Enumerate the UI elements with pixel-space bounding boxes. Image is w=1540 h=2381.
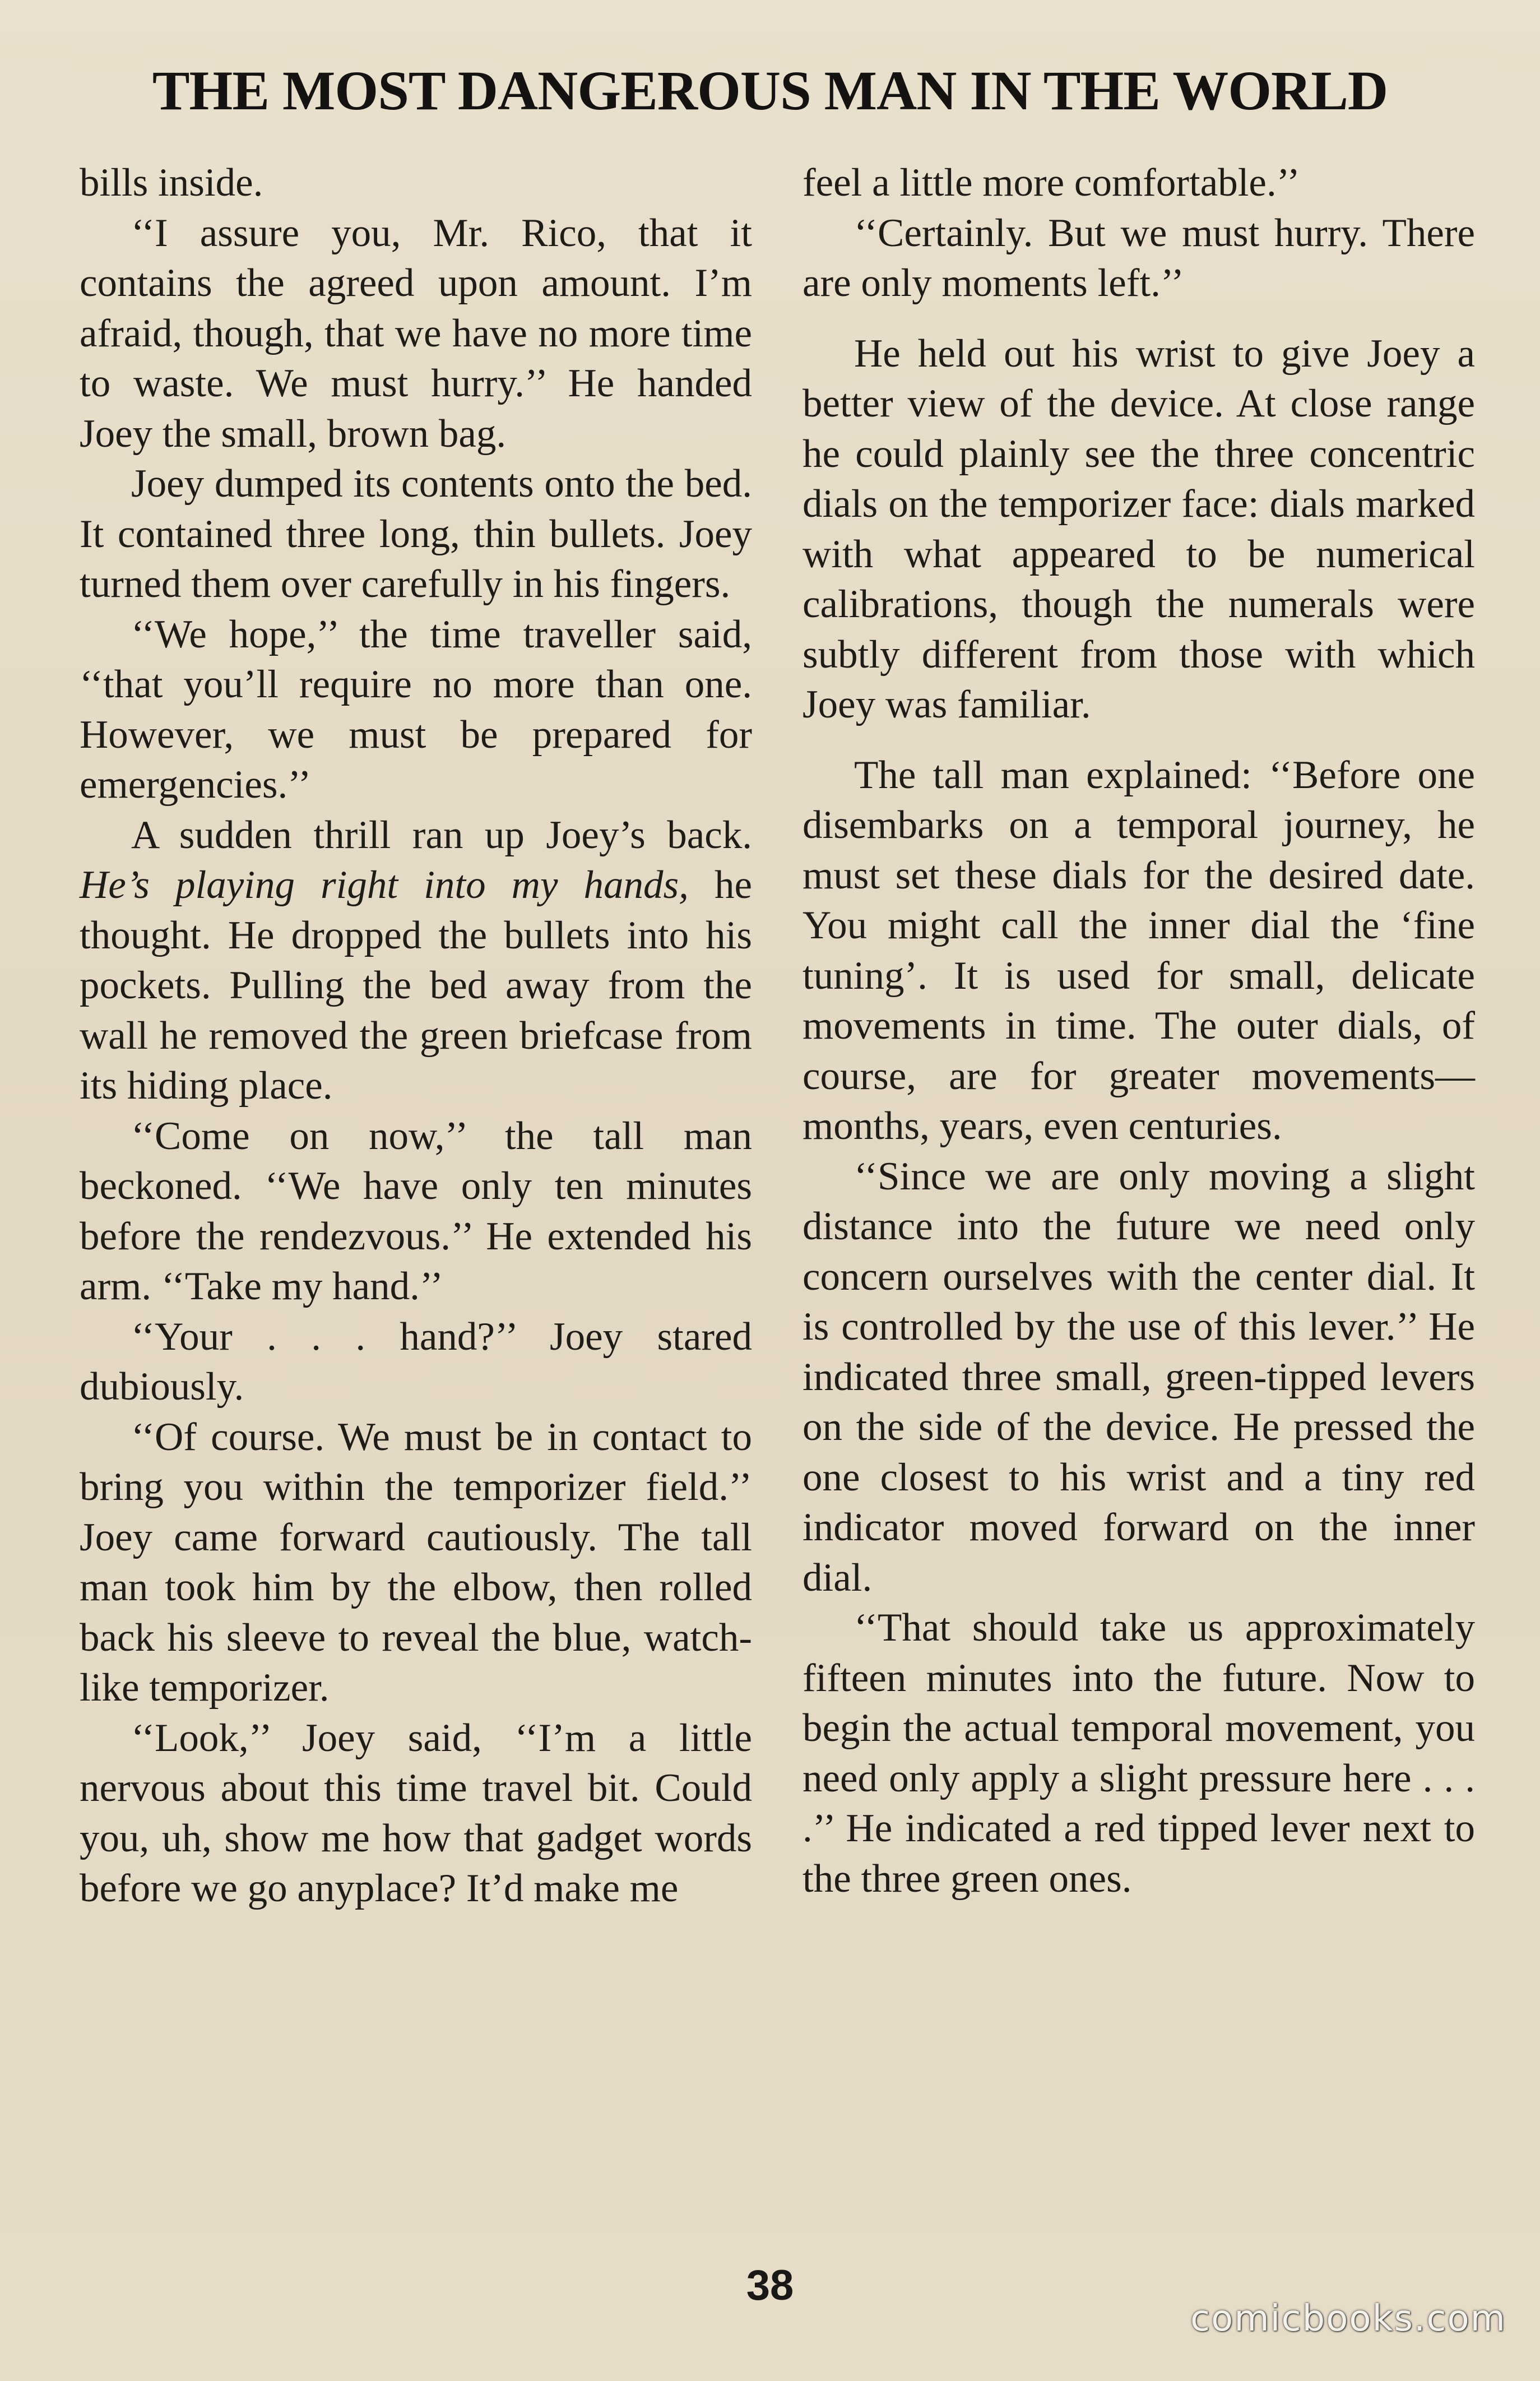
paragraph: ‘‘That should take us approximately fifteen minutes into the future. Now to begin the actual temporal movement, you need only apply a slight pressure here . . . .’’ He indicated a red tipped lever next to the three green ones. bbox=[803, 1606, 1475, 1901]
paragraph: The tall man explained: ‘‘Before one disembarks on a temporal journey, he must set these dials for the desired date. You might call the inner dial the ‘fine tuning’. It is used for small, delicate movements in time. The outer dials, of course, are for greater movements—months, years, even centuries. bbox=[803, 753, 1475, 1148]
paragraph-text: he thought. He dropped the bullets into his pockets. Pulling the bed away from the wall he removed the green briefcase from its hiding place. bbox=[80, 863, 753, 1108]
paragraph: feel a little more comfortable.’’ bbox=[803, 161, 1300, 205]
paragraph: ‘‘Your . . . hand?’’ Joey stared dubiously. bbox=[80, 1314, 752, 1409]
paragraph: ‘‘Of course. We must be in contact to bring you within the temporizer field.’’ Joey came forward cautiously. The tall man took him by the elbow, then rolled back his sleeve to reveal the blue, watch-like temporizer. bbox=[80, 1415, 752, 1710]
right-text-column bbox=[803, 158, 1475, 1904]
paragraph: ‘‘Certainly. But we must hurry. There are only moments left.’’ bbox=[803, 211, 1475, 305]
paragraph-text: A sudden thrill ran up Joey’s back. bbox=[131, 813, 752, 857]
paragraph: ‘‘Since we are only moving a slight distance into the future we need only concern ourselves with the center dial. It is controlled by the use of this lever.’’ He indicated three small, green-tipped levers on the side of the device. He pressed the one closest to his wrist and a tiny red indicator moved forward on the inner dial. bbox=[803, 1154, 1475, 1600]
paragraph: ‘‘Look,’’ Joey said, ‘‘I’m a little nervous about this time travel bit. Could you, uh, show me how that gadget words before we go anyplace? It’d make me bbox=[80, 1716, 752, 1910]
paragraph bbox=[80, 810, 752, 1111]
paragraph: Joey dumped its contents onto the bed. It contained three long, thin bullets. Joey turned them over carefully in his fingers. bbox=[80, 462, 752, 606]
left-text-column bbox=[80, 158, 752, 1914]
paragraph: ‘‘I assure you, Mr. Rico, that it contains the agreed upon amount. I’m afraid, though, that we have no more time to waste. We must hurry.’’ He handed Joey the small, brown bag. bbox=[80, 211, 752, 456]
page-number: 38 bbox=[746, 2262, 794, 2309]
page-title: THE MOST DANGEROUS MAN IN THE WORLD bbox=[152, 59, 1388, 122]
paragraph: ‘‘Come on now,’’ the tall man beckoned. ‘‘We have only ten minutes before the rendezvous.’’ He extended his arm. ‘‘Take my hand.’’ bbox=[80, 1114, 752, 1308]
watermark: comicbooks.com bbox=[1190, 2298, 1506, 2340]
paragraph: bills inside. bbox=[80, 161, 263, 205]
paragraph: ‘‘We hope,’’ the time traveller said, ‘‘that you’ll require no more than one. However, we must be prepared for emergencies.’’ bbox=[80, 612, 752, 807]
paragraph: He held out his wrist to give Joey a better view of the device. At close range he could plainly see the three concentric dials on the temporizer face: dials marked with what appeared to be numerical calibrations, though the numerals were subtly different from those with which Joey was familiar. bbox=[803, 331, 1475, 726]
italic-thought: He’s playing right into my hands, bbox=[80, 863, 689, 907]
